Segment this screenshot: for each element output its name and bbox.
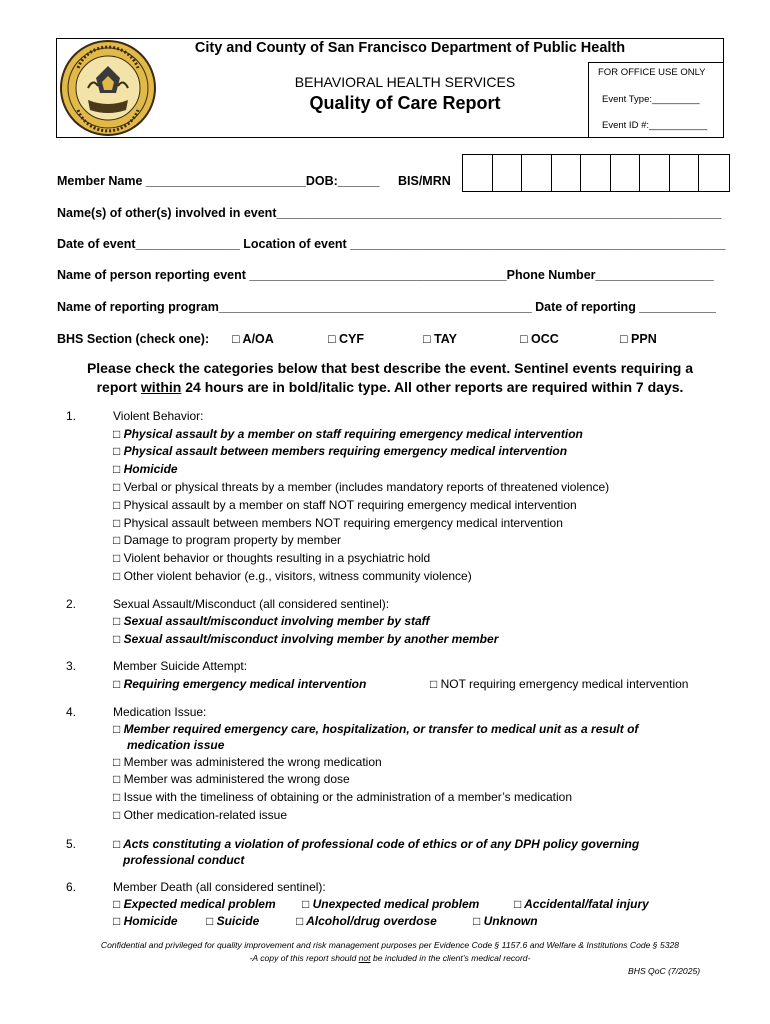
s6-item-checkbox[interactable]: □ Homicide <box>113 914 178 928</box>
s4-item-checkbox[interactable]: □ Member was administered the wrong dose <box>113 772 350 786</box>
instructions-line2: report within 24 hours are in bold/italic type. All other reports are required within 7 days. <box>96 379 684 395</box>
bis-cell[interactable] <box>611 155 641 191</box>
s6-item-checkbox[interactable]: □ Unknown <box>473 914 538 928</box>
section-3-title: Member Suicide Attempt: <box>113 659 248 673</box>
s6-item-checkbox[interactable]: □ Suicide <box>206 914 260 928</box>
bis-cell[interactable] <box>493 155 523 191</box>
s3-item-checkbox[interactable]: □ Requiring emergency medical intervention <box>113 677 367 691</box>
report-title: Quality of Care Report <box>309 93 501 113</box>
bhs-section-label: BHS Section (check one): <box>57 332 210 346</box>
footer-copy-note: -A copy of this report should not be included in the client’s medical record- <box>249 953 531 963</box>
s5-item-checkbox[interactable]: □ Acts constituting a violation of professional code of ethics or of any DPH policy governing <box>113 837 640 851</box>
bis-cell[interactable] <box>670 155 700 191</box>
bis-cell[interactable] <box>581 155 611 191</box>
s1-item-checkbox[interactable]: □ Verbal or physical threats by a member (includes mandatory reports of threatened violence) <box>113 480 610 494</box>
s6-item-checkbox[interactable]: □ Expected medical problem <box>113 897 276 911</box>
s4-item-checkbox[interactable]: □ Issue with the timeliness of obtaining or the administration of a member’s medication <box>113 790 573 804</box>
member-name-dob-field[interactable]: Member Name _______________________DOB:______ <box>57 174 380 188</box>
bis-mrn-grid[interactable] <box>462 154 730 192</box>
event-id-field[interactable]: Event ID #:___________ <box>602 120 708 131</box>
s6-item-checkbox[interactable]: □ Unexpected medical problem <box>302 897 480 911</box>
s1-item-checkbox[interactable]: □ Other violent behavior (e.g., visitors, witness community violence) <box>113 569 472 583</box>
s1-item-checkbox[interactable]: □ Physical assault between members NOT requiring emergency medical intervention <box>113 516 563 530</box>
s2-item-checkbox[interactable]: □ Sexual assault/misconduct involving member by another member <box>113 632 499 646</box>
s1-item-checkbox[interactable]: □ Homicide <box>113 462 178 476</box>
city-seal-icon <box>58 38 158 138</box>
s4-item-checkbox[interactable]: □ Member required emergency care, hospitalization, or transfer to medical unit as a result of <box>113 722 639 736</box>
section-3-number: 3. <box>66 659 77 673</box>
section-6-title: Member Death (all considered sentinel): <box>113 880 326 894</box>
footer-confidential: Confidential and privileged for quality improvement and risk management purposes per Evidence Code § 1157.6 and Welfare & Institutions Code § 5328 <box>100 940 680 950</box>
section-aoa-checkbox[interactable]: □ A/OA <box>232 332 274 346</box>
s6-item-checkbox[interactable]: □ Accidental/fatal injury <box>514 897 649 911</box>
s1-item-checkbox[interactable]: □ Damage to program property by member <box>113 533 342 547</box>
section-4-number: 4. <box>66 705 77 719</box>
s1-item-checkbox[interactable]: □ Physical assault between members requiring emergency medical intervention <box>113 444 568 458</box>
s1-item-checkbox[interactable]: □ Violent behavior or thoughts resulting in a psychiatric hold <box>113 551 431 565</box>
section-occ-checkbox[interactable]: □ OCC <box>520 332 559 346</box>
s1-item-checkbox[interactable]: □ Physical assault by a member on staff NOT requiring emergency medical intervention <box>113 498 577 512</box>
others-involved-field[interactable]: Name(s) of other(s) involved in event________________________________________________________________ <box>57 206 722 220</box>
section-5-number: 5. <box>66 837 77 851</box>
department-title: City and County of San Francisco Department of Public Health <box>194 40 626 56</box>
event-type-field[interactable]: Event Type:_________ <box>602 94 700 105</box>
section-4-title: Medication Issue: <box>113 705 207 719</box>
section-tay-checkbox[interactable]: □ TAY <box>423 332 457 346</box>
section-cyf-checkbox[interactable]: □ CYF <box>328 332 365 346</box>
s4-item-checkbox[interactable]: □ Other medication-related issue <box>113 808 287 822</box>
s3-item-checkbox[interactable]: □ NOT requiring emergency medical intervention <box>430 677 689 691</box>
s5-item-continued: professional conduct <box>123 853 245 867</box>
bis-cell[interactable] <box>463 155 493 191</box>
section-6-number: 6. <box>66 880 77 894</box>
bis-cell[interactable] <box>552 155 582 191</box>
date-location-field[interactable]: Date of event_______________ Location of event ______________________________________________________ <box>57 237 726 251</box>
section-1-number: 1. <box>66 409 77 423</box>
s4-item-continued: medication issue <box>127 738 225 752</box>
s1-item-checkbox[interactable]: □ Physical assault by a member on staff requiring emergency medical intervention <box>113 427 583 441</box>
s4-item-checkbox[interactable]: □ Member was administered the wrong medication <box>113 755 382 769</box>
s2-item-checkbox[interactable]: □ Sexual assault/misconduct involving member by staff <box>113 614 430 628</box>
footer-version: BHS QoC (7/2025) <box>628 966 701 976</box>
section-1-title: Violent Behavior: <box>113 409 204 423</box>
instructions-line1: Please check the categories below that best describe the event. Sentinel events requiring a <box>86 360 694 376</box>
instructions <box>56 359 724 397</box>
section-2-title: Sexual Assault/Misconduct (all considered sentinel): <box>113 597 390 611</box>
bis-cell[interactable] <box>699 155 729 191</box>
bis-cell[interactable] <box>640 155 670 191</box>
bis-cell[interactable] <box>522 155 552 191</box>
reporter-phone-field[interactable]: Name of person reporting event _____________________________________Phone Number_________________ <box>57 268 714 282</box>
service-title: BEHAVIORAL HEALTH SERVICES <box>294 74 516 90</box>
section-ppn-checkbox[interactable]: □ PPN <box>620 332 657 346</box>
s6-item-checkbox[interactable]: □ Alcohol/drug overdose <box>296 914 437 928</box>
office-use-label: FOR OFFICE USE ONLY <box>598 67 706 78</box>
section-2-number: 2. <box>66 597 77 611</box>
program-date-field[interactable]: Name of reporting program_____________________________________________ Date of reporting ___________ <box>57 300 716 314</box>
bis-mrn-label: BIS/MRN <box>398 174 451 188</box>
